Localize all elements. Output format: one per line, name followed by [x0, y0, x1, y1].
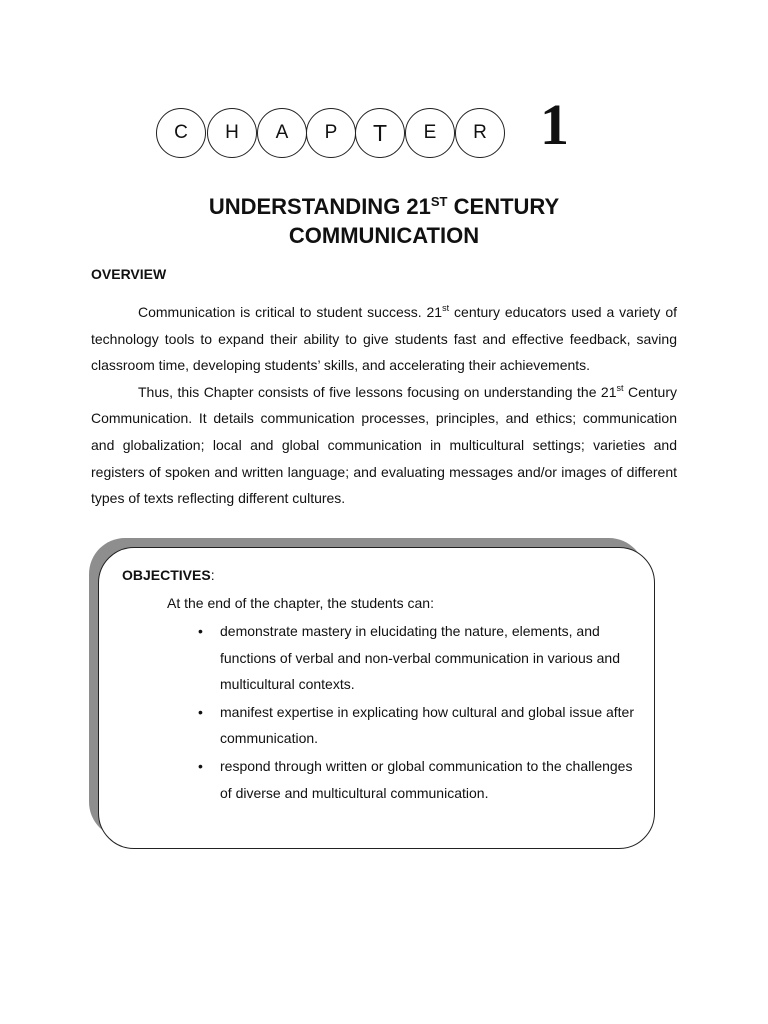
objective-item: [196, 618, 636, 698]
bullet-icon: •: [198, 703, 203, 720]
objective-item: [196, 699, 636, 752]
chapter-letter-circle: T: [355, 108, 405, 158]
objectives-heading-colon: :: [210, 567, 215, 583]
objectives-heading-label: OBJECTIVES: [122, 567, 211, 583]
chapter-title-line-1: [0, 192, 768, 221]
objective-text: manifest expertise in explicating how cultural and global issue after communication.: [220, 703, 635, 747]
chapter-title: [0, 192, 768, 250]
objective-text: respond through written or global communication to the challenges of diverse and multicultural communication.: [220, 757, 633, 801]
paragraph-text: Communication is critical to student success. 21: [138, 304, 443, 320]
objective-text: demonstrate mastery in elucidating the nature, elements, and functions of verbal and non-verbal communication in various and multicultural contexts.: [220, 623, 621, 693]
title-text: UNDERSTANDING 21: [208, 194, 431, 219]
title-text: CENTURY: [447, 194, 560, 219]
overview-body: [91, 299, 677, 512]
overview-paragraph: [91, 379, 677, 512]
bullet-icon: •: [198, 757, 203, 774]
ordinal-superscript: st: [616, 382, 624, 393]
chapter-title-line-2: COMMUNICATION: [288, 223, 480, 248]
ordinal-superscript: st: [442, 303, 450, 313]
objectives-list: [196, 618, 636, 807]
objectives-intro: At the end of the chapter, the students can:: [167, 595, 434, 611]
paragraph-text: Thus, this Chapter consists of five lessons focusing on understanding the 21: [138, 383, 617, 400]
chapter-number: 1: [540, 92, 569, 157]
overview-paragraph: [91, 299, 677, 379]
bullet-icon: •: [198, 623, 203, 639]
chapter-letter-circle: R: [455, 108, 505, 158]
objective-item: [196, 753, 636, 806]
chapter-letter-circle: H: [207, 108, 257, 158]
paragraph-text: Century Communication. It details communication processes, principles, and ethics; communication and globalization; local and global communication in multicultural settings; varieties and registers of spoken and written language; and evaluating messages and/or images of different types of texts reflecting different cultures.: [91, 383, 677, 507]
paragraph-text: century educators used a variety of technology tools to expand their ability to give students fast and effective feedback, saving classroom time, developing students’ skills, and accelerating their achievements.: [91, 304, 677, 374]
title-superscript: ST: [430, 194, 448, 209]
chapter-letter-circle: P: [306, 108, 356, 158]
overview-heading: OVERVIEW: [91, 266, 167, 282]
objectives-heading: [122, 567, 215, 583]
chapter-letter-circle: E: [405, 108, 455, 158]
chapter-letter-circle: C: [156, 108, 206, 158]
chapter-letter-circle: A: [257, 108, 307, 158]
